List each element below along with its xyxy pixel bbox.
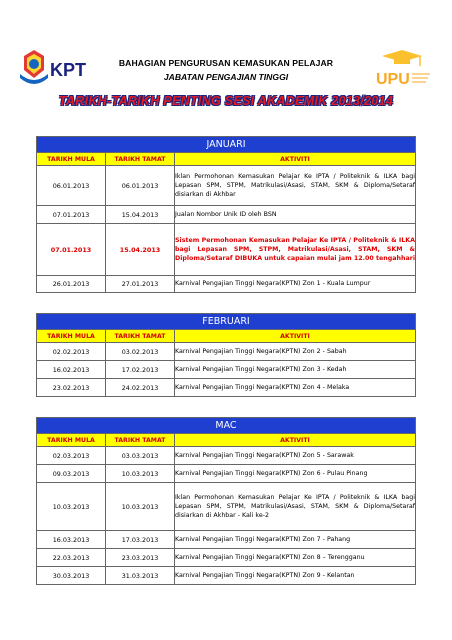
end-date: 06.01.2013	[106, 166, 175, 206]
table-row	[37, 447, 416, 465]
activity: Karnival Pengajian Tinggi Negara(KPTN) Zon 7 - Pahang	[175, 531, 416, 549]
end-date: 17.02.2013	[106, 361, 175, 379]
end-date: 17.03.2013	[106, 531, 175, 549]
table-row	[37, 224, 416, 276]
activity: Iklan Permohonan Kemasukan Pelajar Ke IPTA / Politeknik & ILKA bagi Lepasan SPM, STPM, Matrikulasi/Asasi, STAM, SKM & Diploma/Setaraf disiarkan di Akhbar	[175, 166, 416, 206]
upu-logo-text: UPU	[376, 71, 410, 88]
activity: Karnival Pengajian Tinggi Negara(KPTN) Zon 9 - Kelantan	[175, 567, 416, 585]
table-row	[37, 361, 416, 379]
document-title: TARIKH-TARIKH PENTING SESI AKADEMIK 2013/2014	[58, 94, 394, 108]
col-start-date: TARIKH MULA	[37, 153, 106, 166]
month-title: JANUARI	[37, 137, 416, 153]
col-end-date: TARIKH TAMAT	[106, 153, 175, 166]
activity: Iklan Permohonan Kemasukan Pelajar Ke IPTA / Politeknik & ILKA bagi Lepasan SPM, STPM, Matrikulasi/Asasi, STAM, SKM & Diploma/Setaraf disiarkan di Akhbar - Kali ke-2	[175, 483, 416, 531]
document-header	[0, 0, 452, 130]
activity: Karnival Pengajian Tinggi Negara(KPTN) Zon 8 – Terengganu	[175, 549, 416, 567]
kpt-logo	[18, 48, 98, 90]
start-date: 23.02.2013	[37, 379, 106, 397]
table-row	[37, 206, 416, 224]
col-start-date: TARIKH MULA	[37, 434, 106, 447]
col-activity: AKTIVITI	[175, 330, 416, 343]
table-row	[37, 166, 416, 206]
month-title: MAC	[37, 418, 416, 434]
col-activity: AKTIVITI	[175, 153, 416, 166]
table-row	[37, 465, 416, 483]
schedule-table-februari	[36, 313, 416, 397]
table-row	[37, 549, 416, 567]
start-date: 16.02.2013	[37, 361, 106, 379]
activity: Jualan Nombor Unik ID oleh BSN	[175, 206, 416, 224]
agency-name: JABATAN PENGAJIAN TINGGI	[163, 72, 289, 82]
schedule-table-mac	[36, 417, 416, 585]
table-row	[37, 483, 416, 531]
start-date: 30.03.2013	[37, 567, 106, 585]
kpt-logo-text: KPT	[50, 60, 86, 80]
end-date: 15.04.2013	[106, 206, 175, 224]
end-date: 10.03.2013	[106, 465, 175, 483]
start-date: 02.03.2013	[37, 447, 106, 465]
start-date: 10.03.2013	[37, 483, 106, 531]
activity: Karnival Pengajian Tinggi Negara(KPTN) Zon 5 - Sarawak	[175, 447, 416, 465]
end-date: 23.03.2013	[106, 549, 175, 567]
start-date: 16.03.2013	[37, 531, 106, 549]
upu-logo	[372, 50, 432, 92]
activity: Karnival Pengajian Tinggi Negara(KPTN) Zon 1 - Kuala Lumpur	[175, 276, 416, 293]
activity: Karnival Pengajian Tinggi Negara(KPTN) Zon 2 - Sabah	[175, 343, 416, 361]
end-date: 31.03.2013	[106, 567, 175, 585]
table-row	[37, 343, 416, 361]
table-row	[37, 379, 416, 397]
col-activity: AKTIVITI	[175, 434, 416, 447]
end-date: 27.01.2013	[106, 276, 175, 293]
start-date: 02.02.2013	[37, 343, 106, 361]
start-date: 22.03.2013	[37, 549, 106, 567]
table-row	[37, 276, 416, 293]
start-date: 09.03.2013	[37, 465, 106, 483]
start-date: 06.01.2013	[37, 166, 106, 206]
activity: Karnival Pengajian Tinggi Negara(KPTN) Zon 6 - Pulau Pinang	[175, 465, 416, 483]
table-row	[37, 567, 416, 585]
start-date: 26.01.2013	[37, 276, 106, 293]
end-date: 03.02.2013	[106, 343, 175, 361]
end-date: 03.03.2013	[106, 447, 175, 465]
start-date: 07.01.2013	[37, 224, 106, 276]
col-end-date: TARIKH TAMAT	[106, 330, 175, 343]
start-date: 07.01.2013	[37, 206, 106, 224]
table-row	[37, 531, 416, 549]
col-start-date: TARIKH MULA	[37, 330, 106, 343]
end-date: 15.04.2013	[106, 224, 175, 276]
schedule-table-januari	[36, 136, 416, 293]
department-name: BAHAGIAN PENGURUSAN KEMASUKAN PELAJAR	[118, 58, 334, 68]
end-date: 24.02.2013	[106, 379, 175, 397]
activity: Karnival Pengajian Tinggi Negara(KPTN) Zon 4 - Melaka	[175, 379, 416, 397]
month-title: FEBRUARI	[37, 314, 416, 330]
activity: Karnival Pengajian Tinggi Negara(KPTN) Zon 3 - Kedah	[175, 361, 416, 379]
col-end-date: TARIKH TAMAT	[106, 434, 175, 447]
activity: Sistem Permohonan Kemasukan Pelajar Ke IPTA / Politeknik & ILKA bagi Lepasan SPM, STPM, Matrikulasi/Asasi, STAM, SKM & Diploma/Setaraf DIBUKA untuk capaian mulai jam 12.00 tengahhari	[175, 224, 416, 276]
end-date: 10.03.2013	[106, 483, 175, 531]
